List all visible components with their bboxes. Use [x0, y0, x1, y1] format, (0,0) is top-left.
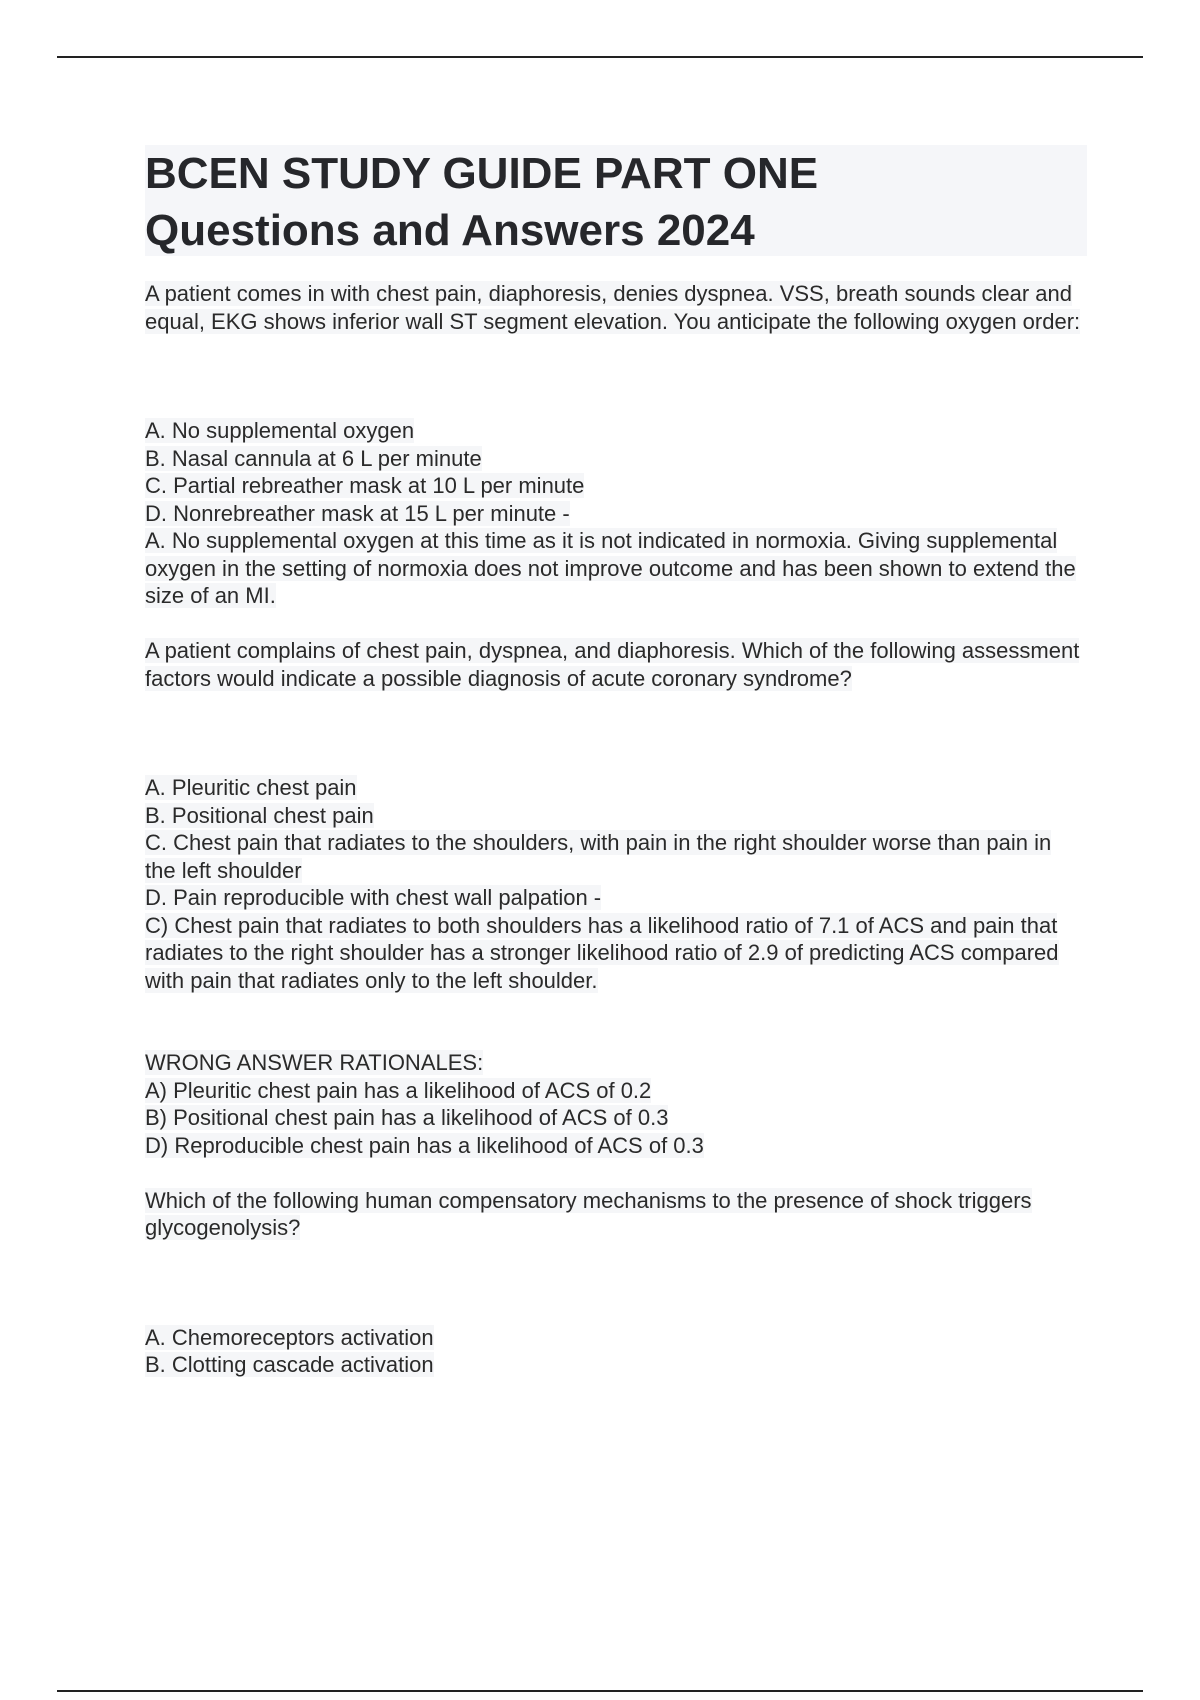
- question-1-options: [145, 417, 1087, 610]
- title-line-2: Questions and Answers 2024: [145, 206, 755, 255]
- question-2-option-b: B. Positional chest pain: [145, 802, 374, 828]
- question-2-option-a: A. Pleuritic chest pain: [145, 775, 357, 800]
- question-3-options: [145, 1324, 1087, 1379]
- rationale-b: B) Positional chest pain has a likelihood of ACS of 0.3: [145, 1105, 669, 1130]
- question-1-option-b: B. Nasal cannula at 6 L per minute: [145, 445, 482, 471]
- title-line-1: BCEN STUDY GUIDE PART ONE: [145, 149, 819, 198]
- question-1-stem: A patient comes in with chest pain, diaphoresis, denies dyspnea. VSS, breath sounds clear and equal, EKG shows inferior wall ST segment elevation. You anticipate the following oxygen order:: [145, 281, 1081, 334]
- question-1-answer: A. No supplemental oxygen at this time as it is not indicated in normoxia. Giving supplemental oxygen in the setting of normoxia does not improve outcome and has been shown to extend the size of an MI.: [145, 528, 1076, 608]
- document-body: [145, 280, 1087, 1379]
- question-1-option-a: A. No supplemental oxygen: [145, 418, 415, 443]
- wrong-answer-rationales: [145, 1049, 1087, 1159]
- rationale-heading: WRONG ANSWER RATIONALES:: [145, 1050, 484, 1075]
- question-3-stem: Which of the following human compensatory mechanisms to the presence of shock triggers glycogenolysis?: [145, 1187, 1032, 1240]
- question-1-option-d: D. Nonrebreather mask at 15 L per minute -: [145, 500, 570, 526]
- question-2-option-d: D. Pain reproducible with chest wall palpation -: [145, 885, 602, 910]
- document-title: [145, 145, 1087, 256]
- question-2-answer: C) Chest pain that radiates to both shoulders has a likelihood ratio of 7.1 of ACS and pain that radiates to the right shoulder has a stronger likelihood ratio of 2.9 of predicting ACS compared with pain that radiates only to the left shoulder.: [145, 912, 1059, 993]
- question-2-options: [145, 774, 1087, 994]
- top-divider: [57, 56, 1143, 58]
- rationale-a: A) Pleuritic chest pain has a likelihood of ACS of 0.2: [145, 1077, 652, 1103]
- question-3-option-a: A. Chemoreceptors activation: [145, 1324, 434, 1350]
- rationale-d: D) Reproducible chest pain has a likelihood of ACS of 0.3: [145, 1132, 704, 1158]
- bottom-divider: [57, 1690, 1143, 1692]
- question-2-option-c: C. Chest pain that radiates to the shoulders, with pain in the right shoulder worse than pain in the left shoulder: [145, 830, 1052, 883]
- question-3-option-b: B. Clotting cascade activation: [145, 1352, 434, 1377]
- question-2-stem: A patient complains of chest pain, dyspnea, and diaphoresis. Which of the following assessment factors would indicate a possible diagnosis of acute coronary syndrome?: [145, 638, 1080, 691]
- question-1-option-c: C. Partial rebreather mask at 10 L per minute: [145, 473, 585, 498]
